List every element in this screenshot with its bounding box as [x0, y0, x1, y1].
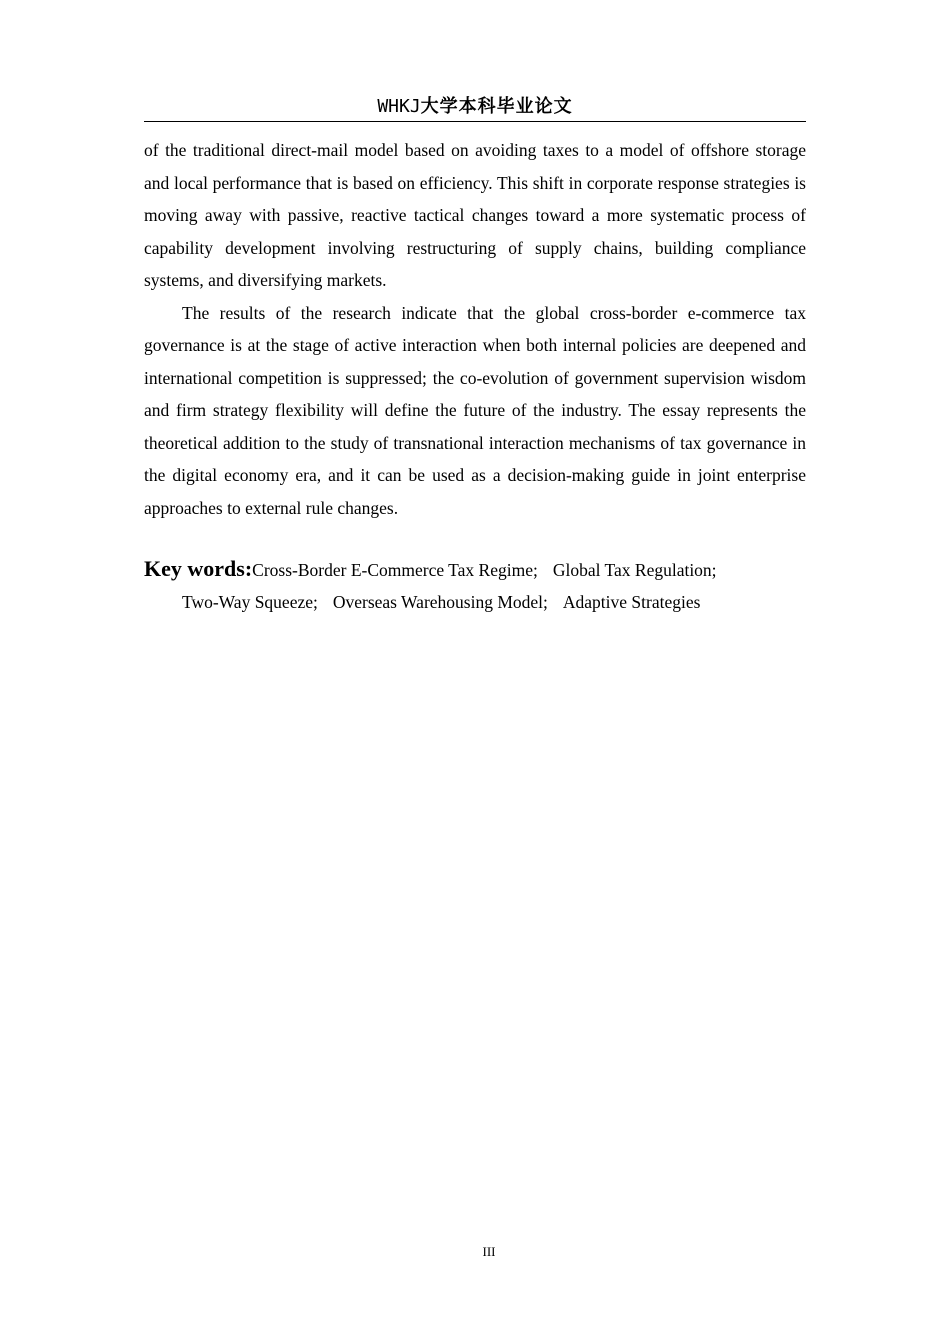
header-title: 大学本科毕业论文	[420, 96, 573, 117]
keywords-line-2	[144, 586, 806, 618]
keyword-item: Overseas Warehousing Model;	[332, 592, 548, 612]
running-header	[144, 92, 806, 122]
page-number: III	[482, 1244, 496, 1259]
abstract-paragraph-continued: of the traditional direct-mail model based on avoiding taxes to a model of offshore storage and local performance that is based on efficiency. This shift in corporate response strategies is moving away with passive, reactive tactical changes toward a more systematic process of capability development involving restructuring of supply chains, building compliance systems, and diversifying markets.	[144, 140, 806, 290]
keyword-item: Two-Way Squeeze;	[182, 592, 318, 612]
abstract-body	[144, 134, 806, 524]
keywords-line-1	[144, 553, 806, 586]
keywords-section	[144, 553, 806, 618]
keyword-item: Adaptive Strategies	[562, 592, 701, 612]
keyword-item: Cross-Border E-Commerce Tax Regime;	[252, 560, 538, 580]
keywords-label: Key words:	[144, 556, 253, 581]
abstract-paragraph: The results of the research indicate that the global cross-border e-commerce tax governance is at the stage of active interaction when both internal policies are deepened and international competition is suppressed; the co-evolution of government supervision wisdom and firm strategy flexibility will define the future of the industry. The essay represents the theoretical addition to the study of transnational interaction mechanisms of tax governance in the digital economy era, and it can be used as a decision-making guide in joint enterprise approaches to external rule changes.	[144, 302, 806, 518]
header-prefix: WHKJ	[377, 96, 421, 117]
header-rule	[144, 121, 806, 122]
keyword-item: Global Tax Regulation;	[552, 560, 717, 580]
